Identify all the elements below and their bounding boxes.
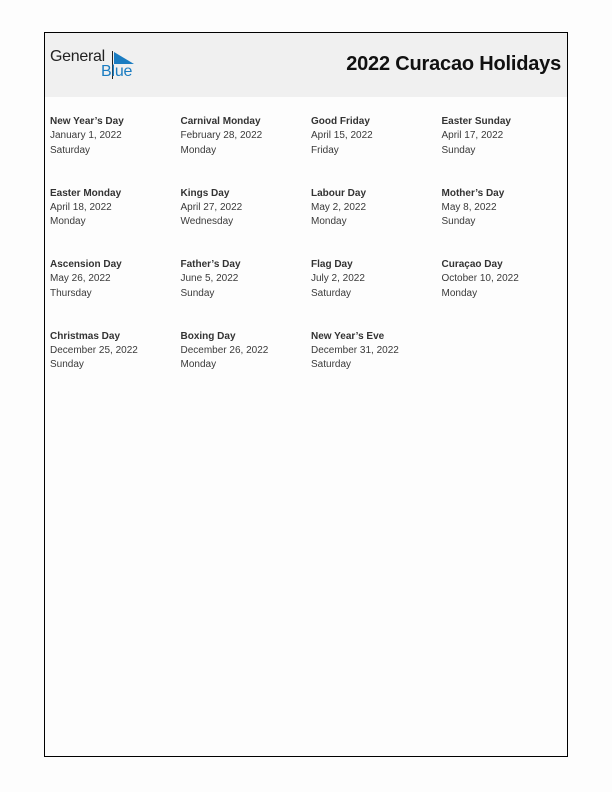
holiday-date: May 8, 2022 — [441, 201, 497, 213]
holiday-item — [311, 115, 442, 187]
holiday-weekday: Sunday — [441, 216, 476, 228]
holiday-date: May 26, 2022 — [50, 273, 111, 285]
generalblue-logo — [50, 48, 140, 82]
holiday-name: Easter Sunday — [441, 116, 511, 127]
holiday-item — [311, 258, 442, 330]
holiday-weekday: Sunday — [50, 359, 84, 371]
holiday-name: Father’s Day — [180, 259, 241, 270]
holiday-date: December 31, 2022 — [311, 344, 399, 356]
holiday-item — [311, 330, 442, 402]
holiday-weekday: Sunday — [441, 144, 476, 156]
holiday-name: Flag Day — [311, 259, 353, 270]
holiday-name: New Year’s Eve — [311, 330, 385, 342]
holiday-name: Easter Monday — [50, 187, 122, 199]
holiday-item — [442, 115, 573, 187]
holiday-weekday: Friday — [311, 144, 339, 156]
holiday-item — [181, 115, 312, 187]
holiday-item — [50, 330, 181, 402]
holiday-item — [50, 258, 181, 330]
holiday-date: February 28, 2022 — [180, 130, 263, 142]
holiday-item — [181, 330, 312, 402]
holiday-date: April 17, 2022 — [441, 130, 504, 142]
holiday-item — [442, 187, 573, 259]
holiday-weekday: Saturday — [311, 287, 352, 299]
holiday-item — [50, 115, 181, 187]
holiday-weekday: Sunday — [180, 287, 215, 299]
holiday-date: April 18, 2022 — [50, 201, 112, 213]
holiday-weekday: Monday — [441, 287, 478, 299]
holiday-name: Christmas Day — [50, 330, 121, 342]
holiday-name: Mother’s Day — [441, 187, 505, 199]
holiday-date: April 27, 2022 — [180, 201, 243, 213]
holiday-date: December 26, 2022 — [180, 344, 269, 356]
holiday-item — [181, 187, 312, 259]
calendar-page — [44, 32, 568, 757]
holiday-name: Labour Day — [311, 187, 367, 199]
holiday-weekday: Monday — [180, 359, 217, 371]
holiday-grid — [50, 115, 570, 401]
holiday-item — [50, 187, 181, 259]
holiday-weekday: Thursday — [50, 287, 92, 299]
holiday-weekday: Saturday — [50, 144, 91, 156]
page-title: 2022 Curacao Holidays — [346, 53, 561, 75]
holiday-date: October 10, 2022 — [441, 273, 519, 285]
holiday-weekday: Monday — [180, 144, 217, 156]
holiday-weekday: Saturday — [311, 359, 352, 371]
holiday-date: January 1, 2022 — [50, 130, 122, 142]
holiday-weekday: Monday — [50, 216, 86, 228]
holiday-name: Curaçao Day — [441, 259, 503, 270]
holiday-date: June 5, 2022 — [180, 273, 239, 285]
page-header — [45, 33, 567, 97]
holiday-name: Good Friday — [311, 116, 370, 127]
holiday-weekday: Wednesday — [180, 216, 234, 228]
holiday-name: Ascension Day — [50, 259, 122, 270]
holiday-date: May 2, 2022 — [311, 201, 367, 213]
holiday-item — [442, 258, 573, 330]
holiday-item — [181, 258, 312, 330]
holiday-name: Boxing Day — [180, 330, 236, 342]
holiday-name: Kings Day — [180, 187, 230, 199]
holiday-name: New Year’s Day — [50, 116, 124, 127]
holiday-item — [311, 187, 442, 259]
holiday-date: April 15, 2022 — [311, 130, 373, 142]
holiday-date: December 25, 2022 — [50, 344, 138, 356]
holiday-date: July 2, 2022 — [311, 273, 365, 285]
holiday-name: Carnival Monday — [180, 116, 261, 127]
logo-text-general: General — [50, 48, 105, 65]
holiday-weekday: Monday — [311, 216, 347, 228]
logo-text-blue: Blue — [101, 63, 133, 80]
